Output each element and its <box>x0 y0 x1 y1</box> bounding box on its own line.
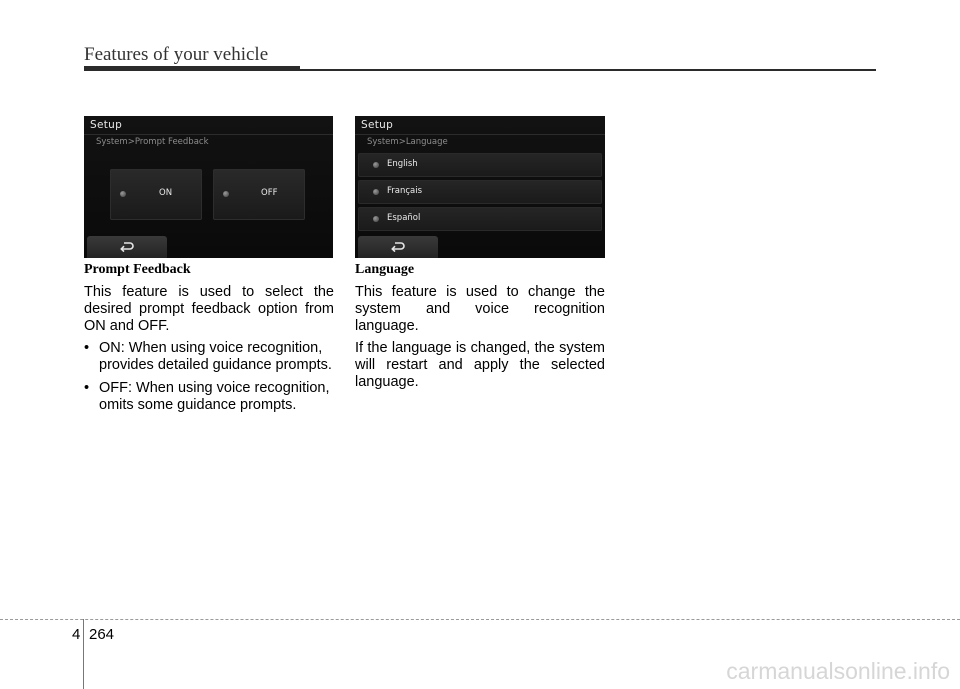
breadcrumb: System>Language <box>367 137 448 147</box>
section-heading: Prompt Feedback <box>84 262 191 277</box>
off-option-button[interactable] <box>213 169 305 220</box>
return-arrow-icon <box>391 241 405 252</box>
back-button[interactable] <box>358 236 438 258</box>
header-rule-thin <box>300 69 876 71</box>
on-option-label: ON <box>159 188 173 198</box>
language-screen <box>355 116 605 258</box>
footer-vertical-rule <box>83 619 84 689</box>
section-body: If the language is changed, the system will restart and apply the selected language. <box>355 340 605 390</box>
bullet-text: OFF: When using voice recognition, omits some guidance prompts. <box>99 380 330 413</box>
section-heading: Language <box>355 262 415 277</box>
section-body: This feature is used to change the system and voice recognition language. <box>355 284 605 334</box>
radio-indicator-icon <box>223 191 229 197</box>
bullet-item <box>84 380 334 414</box>
radio-indicator-icon <box>373 162 379 168</box>
off-option-label: OFF <box>261 188 278 198</box>
return-arrow-icon <box>120 241 134 252</box>
bullet-text: ON: When using voice recognition, provides detailed guidance prompts. <box>99 340 332 373</box>
language-option-label: Español <box>387 213 421 223</box>
bullet-mark: • <box>84 380 90 396</box>
bullet-mark: • <box>84 340 90 356</box>
page-number: 264 <box>89 626 115 643</box>
language-option-espanol[interactable] <box>358 207 602 231</box>
breadcrumb: System>Prompt Feedback <box>96 137 209 147</box>
language-option-english[interactable] <box>358 153 602 177</box>
footer-dashed-rule <box>0 619 960 620</box>
screen-divider <box>84 134 333 135</box>
screen-title: Setup <box>90 119 123 131</box>
page-header-title: Features of your vehicle <box>84 44 269 65</box>
bullet-item <box>84 340 334 374</box>
language-option-francais[interactable] <box>358 180 602 204</box>
section-body: This feature is used to select the desired prompt feedback option from ON and OFF. <box>84 284 334 334</box>
language-section <box>355 262 605 396</box>
language-option-label: English <box>387 159 418 169</box>
screen-divider <box>355 134 605 135</box>
header-rule-thick <box>84 66 300 71</box>
screen-title: Setup <box>361 119 394 131</box>
watermark: carmanualsonline.info <box>726 658 950 684</box>
radio-indicator-icon <box>120 191 126 197</box>
chapter-number: 4 <box>72 626 81 643</box>
prompt-feedback-screen <box>84 116 333 258</box>
prompt-feedback-section <box>84 262 334 420</box>
back-button[interactable] <box>87 236 167 258</box>
on-option-button[interactable] <box>110 169 202 220</box>
radio-indicator-icon <box>373 189 379 195</box>
radio-indicator-icon <box>373 216 379 222</box>
language-option-label: Français <box>387 186 423 196</box>
